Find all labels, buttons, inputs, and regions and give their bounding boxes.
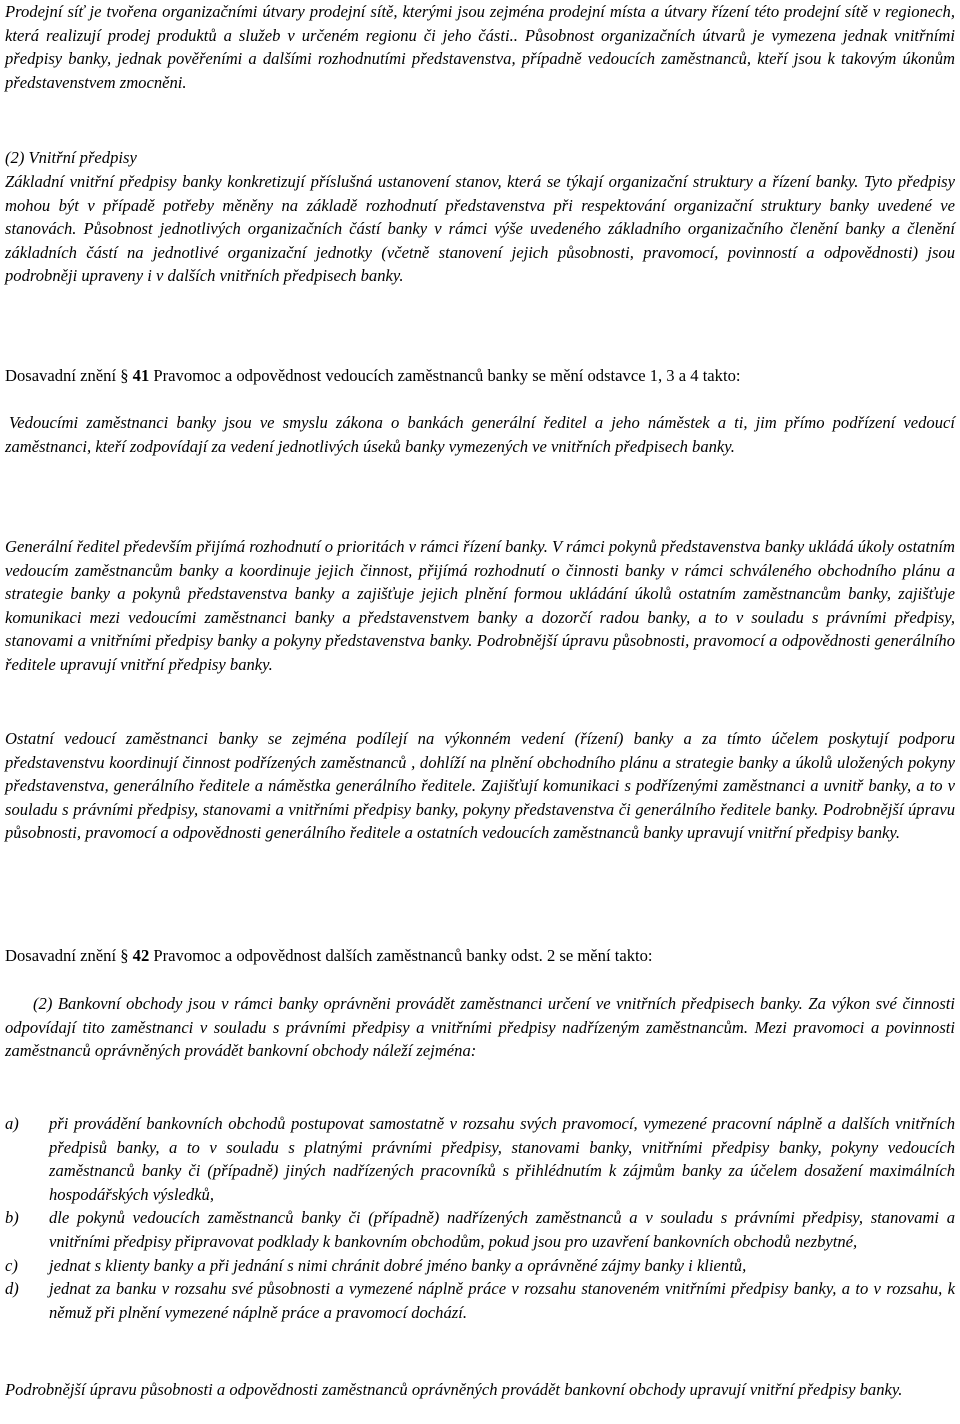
art42-closing-text: Podrobnější úpravu působnosti a odpovědnosti zaměstnanců oprávněných provádět bankovní obchody upravují vnitřní předpisy banky. [5,1380,903,1399]
list-item [5,1254,955,1278]
list-item-label: c) [5,1255,18,1275]
art42-section-sign: § [120,946,129,965]
article-42-list [5,1112,955,1324]
article-41-heading [5,364,955,388]
art42-number: 42 [132,946,150,965]
list-item [5,1112,955,1206]
list-item-text: jednat s klienty banky a při jednání s nimi chránit dobré jméno banky a oprávněné zájmy banky i klientů, [49,1255,747,1275]
list-item-label: d) [5,1279,19,1299]
article-42-closing [5,1378,955,1402]
art42-title: Pravomoc a odpovědnost dalších zaměstnanců banky odst. 2 se mění takto: [153,946,653,965]
list-item [5,1206,955,1253]
intro-paragraph-1 [5,0,955,94]
art41-section-sign: § [120,366,129,385]
list-item [5,1277,955,1324]
intro-text-1: Prodejní síť je tvořena organizačními útvary prodejní sítě, kterými jsou zejména prodejní místa a útvary řízení této prodejní sítě v regionech, která realizují prodej produktů a služeb v určeném regionu či jeho části.. Působnost organizačních útvarů je vymezena jednak vnitřními předpisy banky, jednak pověřeními a dalšími rozhodnutími představenstva, případně vedoucích zaměstnanců, kteří jsou k takovým úkonům představenstvem zmocněni. [5,2,955,92]
art41-text-1: Vedoucími zaměstnanci banky jsou ve smyslu zákona o bankách generální ředitel a jeho náměstek a ti, jim přímo podřízení vedoucí zaměstnanci, kteří zodpovídají za vedení jednotlivých úseků banky vymezených ve vnitřních předpisech banky. [5,413,955,456]
list-item-text: dle pokynů vedoucích zaměstnanců banky či (případně) nadřízených zaměstnanců a v souladu s právními předpisy, stanovami a vnitřními předpisy připravovat podklady k bankovním obchodům, pokud jsou pro uzavření bankovních obchodů nezbytné, [49,1208,955,1251]
article-42-paragraph-1 [5,992,955,1063]
art41-text-3: Ostatní vedoucí zaměstnanci banky se zejména podílejí na výkonném vedení (řízení) banky a za tímto účelem poskytují podporu představenstvu koordinují činnost podřízených zaměstnanců , dohlíží na plnění obchodního plánu a strategie banky a úkolů uložených pokyny představenstva, generálního ředitele a náměstka generálního ředitele. Zajišťují komunikaci s podřízenými zaměstnanci a uvnitř banky, a to v souladu s právními předpisy, stanovami a vnitřními předpisy banky, pokyny představenstva či generálního ředitele banky. Podrobnější úpravu působnosti, pravomocí a odpovědnosti generálního ředitele a ostatních vedoucích zaměstnanců banky upravují vnitřní předpisy banky. [5,729,955,843]
intro-paragraph-2 [5,170,955,288]
list-item-text: při provádění bankovních obchodů postupovat samostatně v rozsahu svých pravomocí, vymezené pracovní náplně a dalších vnitřních předpisů banky, a to v souladu s platnými právními předpisy, stanovami banky, vnitřními předpisy banky, pokyny vedoucích zaměstnanců banky či (případně) jiných nadřízených pracovníků s přihlédnutím k zájmům banky za účelem dosažení maximálních hospodářských výsledků, [49,1114,955,1204]
intro-text-2: Základní vnitřní předpisy banky konkretizují příslušná ustanovení stanov, která se týkají organizační struktury a řízení banky. Tyto předpisy mohou být v případě potřeby měněny na základě rozhodnutí představenstva při respektování organizační struktury banky uvedené ve stanovách. Působnost jednotlivých organizačních částí banky v rámci výše uvedeného základního organizačního členění banky a členění základních částí na jednotlivé organizační jednotky (včetně stanovení jejich působnosti, pravomocí, povinností a odpovědnosti) jsou podrobněji upraveny i v dalších vnitřních předpisech banky. [5,172,955,286]
heading-internal-rules: (2) Vnitřní předpisy [5,148,137,167]
list-item-label: a) [5,1114,19,1133]
article-41-paragraph-3 [5,727,955,845]
art41-title: Pravomoc a odpovědnost vedoucích zaměstnanců banky se mění odstavce 1, 3 a 4 takto: [153,366,741,385]
art41-prefix: Dosavadní znění [5,366,117,385]
art41-number: 41 [132,366,150,385]
intro-heading-2 [5,146,955,170]
article-41-paragraph-2 [5,535,955,677]
article-42-heading [5,944,955,968]
art42-text-1: (2) Bankovní obchody jsou v rámci banky oprávněni provádět zaměstnanci určení ve vnitřních předpisech banky. Za výkon své činnosti odpovídají tito zaměstnanci v souladu s právními předpisy a vnitřními předpisy nadřízeným zaměstnancům. Mezi pravomoci a povinnosti zaměstnanců oprávněných provádět bankovní obchody náleží zejména: [5,994,955,1061]
list-item-text: jednat za banku v rozsahu své působnosti a vymezené náplně práce v rozsahu stanoveném vnitřními předpisy banky, a to v rozsahu, k němuž při plnění vymezené náplně práce a pravomocí dochází. [49,1279,955,1322]
article-41-paragraph-1 [5,411,955,458]
art42-prefix: Dosavadní znění [5,946,117,965]
list-item-label: b) [5,1208,19,1228]
art41-text-2: Generální ředitel především přijímá rozhodnutí o prioritách v rámci řízení banky. V rámci pokynů představenstva banky ukládá úkoly ostatním vedoucím zaměstnancům banky a koordinuje jejich činnost, přijímá rozhodnutí o činnosti banky v rámci schváleného obchodního plánu a strategie banky a pokynů představenstva banky a zajišťuje jejich plnění formou ukládání úkolů ostatním zaměstnancům banky, zajišťuje komunikaci mezi vedoucími zaměstnanci banky a představenstvem banky a dozorčí radou banky, a to v souladu s právními předpisy, stanovami a vnitřními předpisy banky a pokyny představenstva banky. Podrobnější úpravu působnosti, pravomocí a odpovědnosti generálního ředitele upravují vnitřní předpisy banky. [5,537,955,674]
